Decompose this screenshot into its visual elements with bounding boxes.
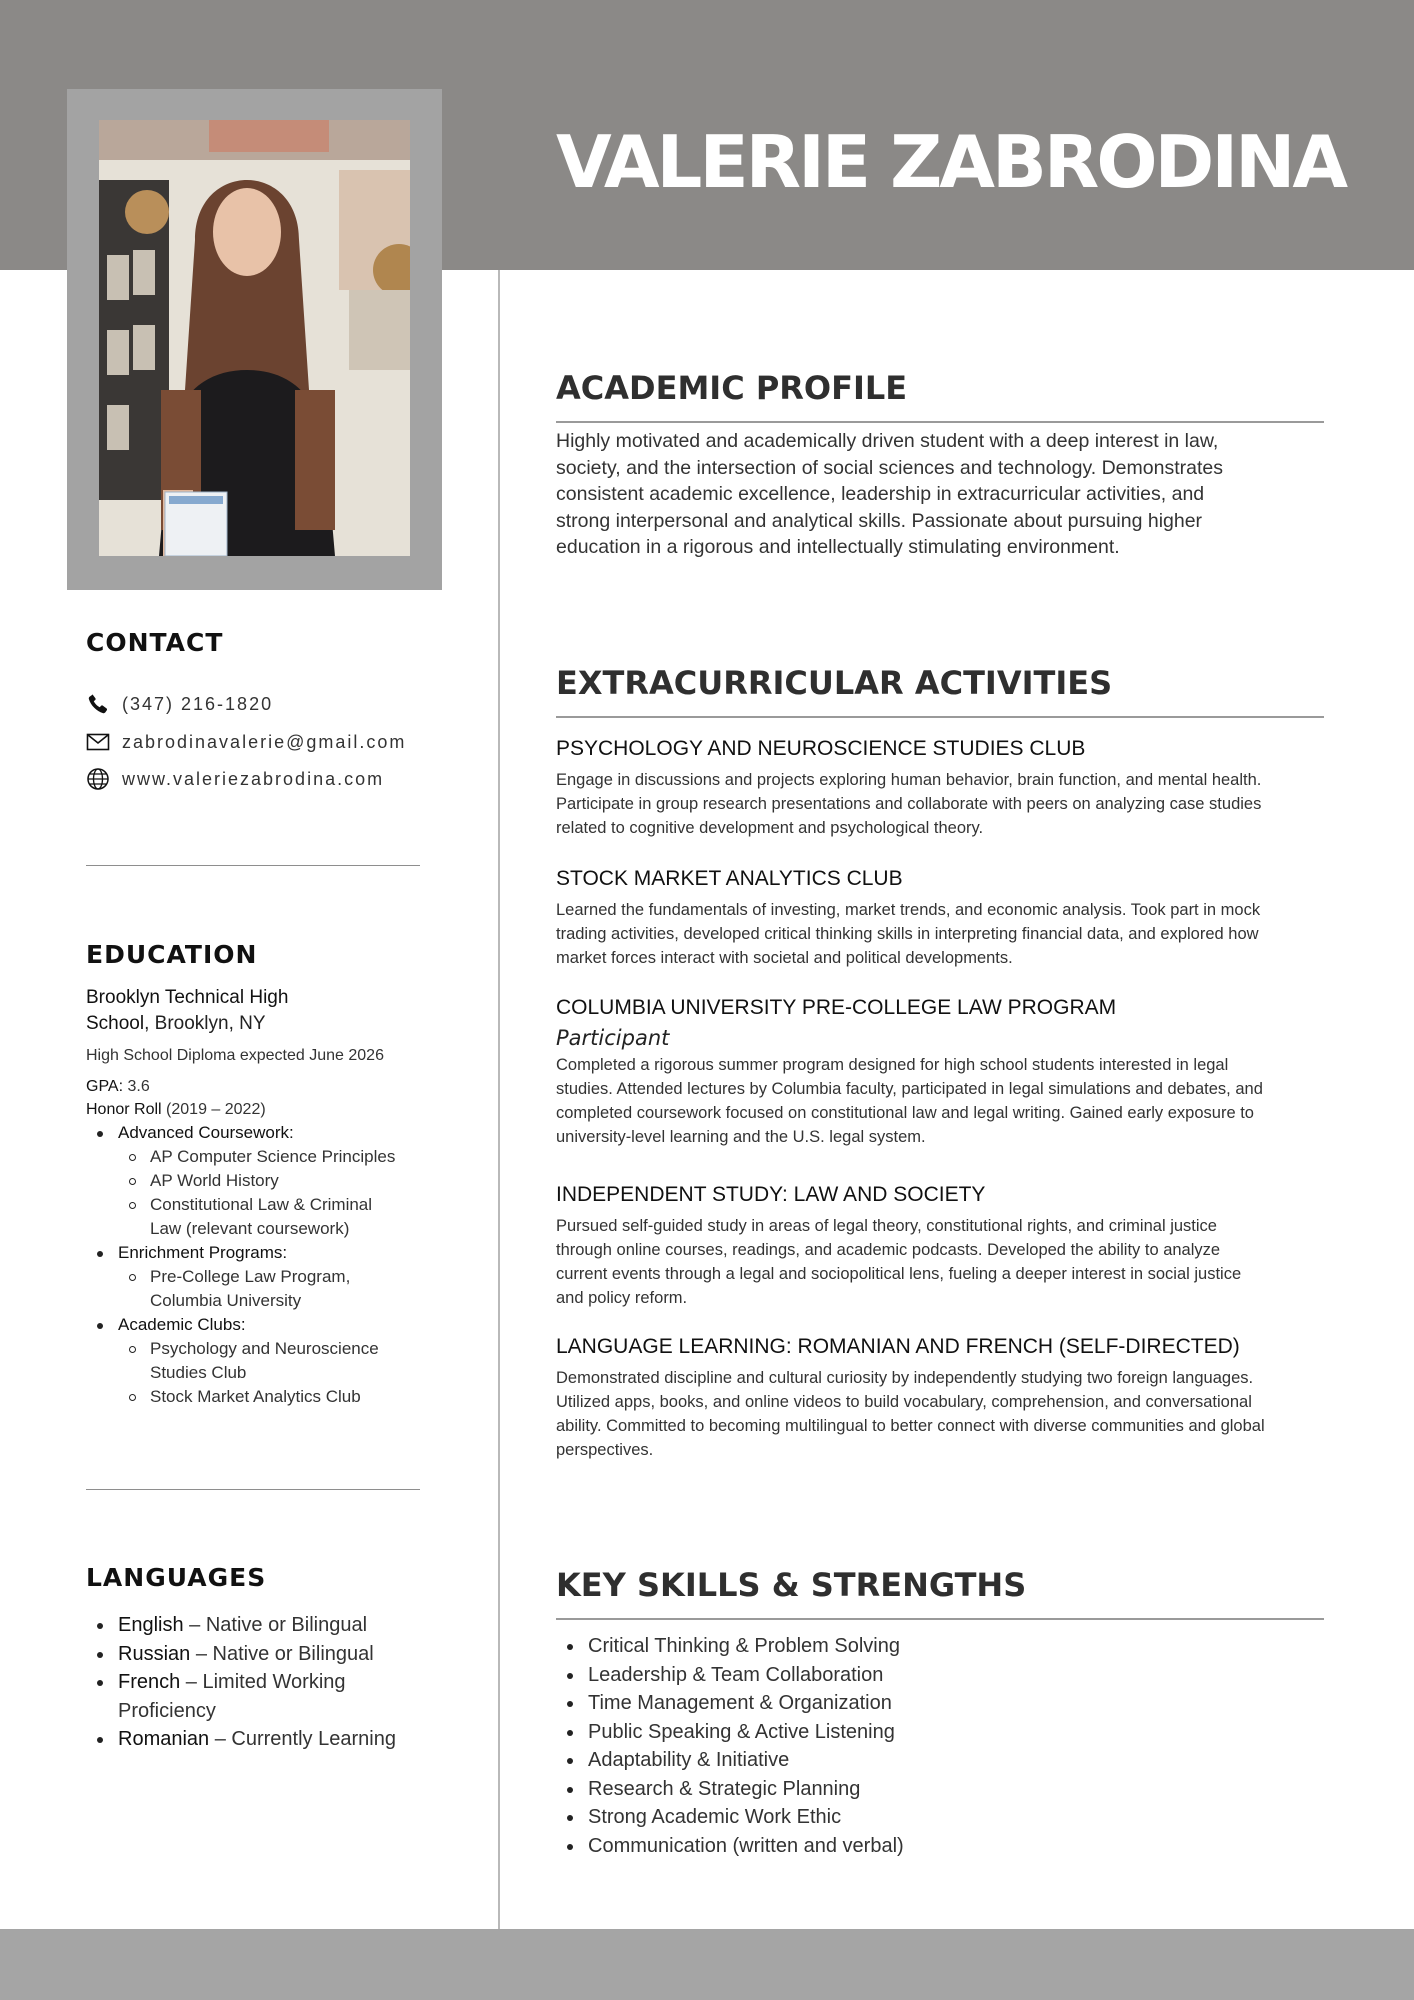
- column-divider: [498, 270, 500, 1929]
- language-item: [86, 1725, 406, 1754]
- education-group-items: [86, 1145, 420, 1241]
- skills-divider: [556, 1618, 1324, 1620]
- skill-item: Public Speaking & Active Listening: [556, 1718, 1322, 1747]
- education-group-items: [86, 1337, 420, 1409]
- language-level: – Limited Working Proficiency: [118, 1671, 346, 1722]
- education-group-label: Academic Clubs:: [118, 1315, 246, 1334]
- language-item: [86, 1640, 406, 1669]
- school: [86, 985, 316, 1037]
- gpa: [86, 1075, 420, 1098]
- contact-phone: [86, 691, 273, 717]
- candidate-name: VALERIE ZABRODINA: [556, 120, 1346, 204]
- activity-item: [556, 1335, 1322, 1462]
- education-divider: [86, 1489, 420, 1490]
- list-item: Psychology and Neuroscience Studies Club: [86, 1337, 396, 1385]
- footer-band: [0, 1929, 1414, 2000]
- school-name: Brooklyn Technical High School: [86, 987, 289, 1034]
- language-item: [86, 1668, 406, 1725]
- skill-item: Leadership & Team Collaboration: [556, 1661, 1322, 1690]
- list-item: AP Computer Science Principles: [86, 1145, 420, 1169]
- activity-title: INDEPENDENT STUDY: LAW AND SOCIETY: [556, 1183, 986, 1206]
- mail-icon: [86, 730, 110, 754]
- contact-website: [86, 766, 384, 792]
- language-level: – Currently Learning: [209, 1728, 396, 1750]
- activities-divider: [556, 716, 1324, 718]
- profile-title: ACADEMIC PROFILE: [556, 369, 908, 407]
- honor-roll-years: (2019 – 2022): [166, 1101, 266, 1118]
- list-item: Constitutional Law & Criminal Law (relevant coursework): [86, 1193, 396, 1241]
- language-name: Romanian: [118, 1728, 210, 1750]
- activity-item: [556, 867, 1322, 970]
- activity-text: Demonstrated discipline and cultural curiosity by independently studying two foreign languages. Utilized apps, books, and online videos to build vocabulary, comprehension, and conversational ability. Committed to becoming multilingual to better connect with diverse communities and global perspectives.: [556, 1369, 1265, 1459]
- contact-email: [86, 729, 406, 755]
- language-item: [86, 1611, 406, 1640]
- education-block: [86, 985, 420, 1409]
- activity-title: LANGUAGE LEARNING: ROMANIAN AND FRENCH (SELF-DIRECTED): [556, 1335, 1240, 1358]
- education-group-items: [86, 1265, 420, 1313]
- gpa-value: 3.6: [127, 1078, 150, 1095]
- language-name: Russian: [118, 1642, 191, 1665]
- activity-title: PSYCHOLOGY AND NEUROSCIENCE STUDIES CLUB: [556, 737, 1086, 760]
- activity-role: Participant: [556, 1026, 670, 1050]
- activity-item: [556, 996, 1322, 1149]
- skill-item: Research & Strategic Planning: [556, 1775, 1322, 1804]
- education-group-label: Enrichment Programs:: [118, 1243, 288, 1262]
- activity-text: Completed a rigorous summer program designed for high school students interested in legal studies. Attended lectures by Columbia faculty, participated in legal simulations and debates, and completed coursework focused on constitutional law and legal writing. Gained early exposure to university-level learning and the U.S. legal system.: [556, 1056, 1263, 1146]
- activity-item: [556, 737, 1322, 840]
- contact-email-text[interactable]: zabrodinavalerie@gmail.com: [122, 731, 407, 752]
- activity-item: [556, 1183, 1322, 1310]
- gpa-label: GPA:: [86, 1078, 124, 1095]
- education-group: [86, 1313, 420, 1409]
- profile-text: Highly motivated and academically driven student with a deep interest in law, society, and the intersection of social sciences and technology. Demonstrates consistent academic excellence, leadership in extracurricular activities, and strong interpersonal and analytical skills. Passionate about pursuing higher education in a rigorous and intellectually stimulating environment.: [556, 430, 1223, 558]
- profile-divider: [556, 421, 1324, 423]
- honor-roll-label: Honor Roll: [86, 1101, 162, 1118]
- education-group-label: Advanced Coursework:: [118, 1123, 294, 1142]
- language-name: English: [118, 1614, 184, 1636]
- activity-text: Engage in discussions and projects exploring human behavior, brain function, and mental health. Participate in group research presentations and collaborate with peers on analyzing case studies related to cognitive development and psychological theory.: [556, 771, 1262, 837]
- activity-title: STOCK MARKET ANALYTICS CLUB: [556, 867, 903, 890]
- honor-roll: [86, 1098, 420, 1121]
- phone-icon: [86, 692, 110, 716]
- skill-item: Communication (written and verbal): [556, 1832, 1322, 1861]
- activities-title: EXTRACURRICULAR ACTIVITIES: [556, 664, 1113, 702]
- activity-text: Pursued self-guided study in areas of legal theory, constitutional rights, and criminal justice through online courses, readings, and academic podcasts. Developed the ability to analyze current events through a legal and sociopolitical lens, fueling a deeper interest in social justice and policy reform.: [556, 1217, 1242, 1307]
- skill-item: Adaptability & Initiative: [556, 1746, 1322, 1775]
- list-item: AP World History: [86, 1169, 420, 1193]
- language-level: – Native or Bilingual: [183, 1614, 368, 1636]
- activity-text: Learned the fundamentals of investing, market trends, and economic analysis. Took part in mock trading activities, developed critical thinking skills in interpreting financial data, and explored how market forces interact with societal and political developments.: [556, 901, 1261, 967]
- education-groups: [86, 1121, 420, 1409]
- skills-title: KEY SKILLS & STRENGTHS: [556, 1566, 1027, 1604]
- languages-list: [86, 1611, 406, 1754]
- list-item: Stock Market Analytics Club: [86, 1385, 420, 1409]
- contact-title: CONTACT: [86, 628, 224, 657]
- languages-title: LANGUAGES: [86, 1563, 267, 1592]
- education-group: [86, 1121, 420, 1241]
- contact-website-text[interactable]: www.valeriezabrodina.com: [122, 768, 385, 789]
- skill-item: Time Management & Organization: [556, 1689, 1322, 1718]
- skill-item: Strong Academic Work Ethic: [556, 1803, 1322, 1832]
- contact-divider: [86, 865, 420, 866]
- school-location: , Brooklyn, NY: [144, 1013, 266, 1034]
- education-title: EDUCATION: [86, 940, 258, 969]
- diploma: High School Diploma expected June 2026: [86, 1047, 384, 1064]
- education-group: [86, 1241, 420, 1313]
- contact-phone-text[interactable]: (347) 216-1820: [122, 693, 274, 714]
- skill-item: Critical Thinking & Problem Solving: [556, 1632, 1322, 1661]
- photo-frame: [67, 89, 442, 590]
- skills-list: [556, 1632, 1322, 1860]
- profile-photo: [99, 120, 410, 556]
- activity-title: COLUMBIA UNIVERSITY PRE-COLLEGE LAW PROGRAM: [556, 996, 1117, 1019]
- globe-icon: [86, 767, 110, 791]
- list-item: Pre-College Law Program, Columbia University: [86, 1265, 376, 1313]
- language-name: French: [118, 1671, 181, 1693]
- language-level: – Native or Bilingual: [190, 1642, 374, 1665]
